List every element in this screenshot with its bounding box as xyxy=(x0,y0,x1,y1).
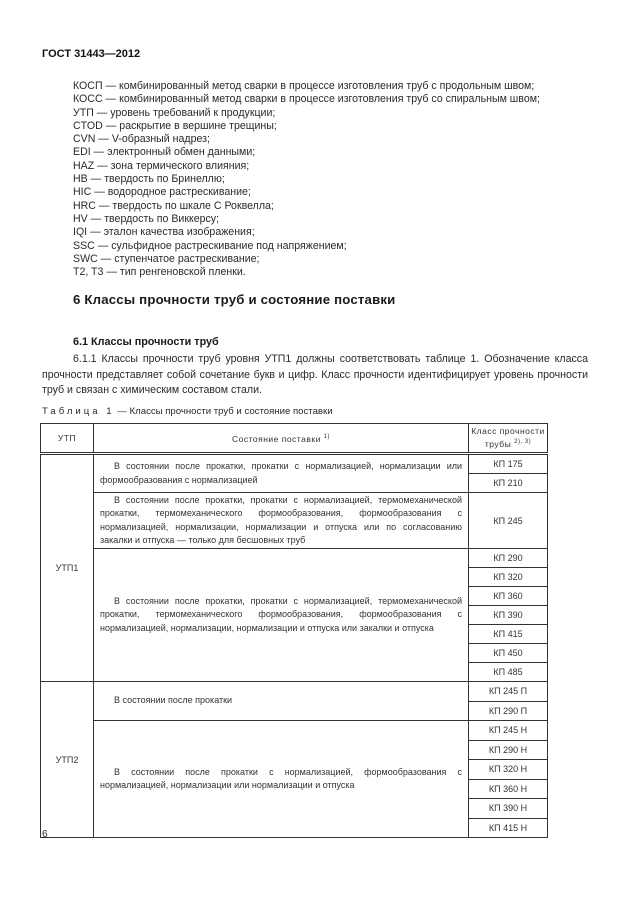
abbreviation-item: SWC — ступенчатое растрескивание; xyxy=(73,252,260,265)
abbreviation-item: КОСС — комбинированный метод сварки в процессе изготовления труб со спиральным швом; xyxy=(73,93,540,106)
strength-class: КП 450 xyxy=(469,644,548,663)
utp-level: УТП1 xyxy=(41,454,94,682)
strength-classes-table xyxy=(40,423,548,838)
strength-class: КП 290 Н xyxy=(469,740,548,760)
strength-class: КП 290 xyxy=(469,549,548,568)
abbreviation-item: EDI — электронный обмен данными; xyxy=(73,146,256,159)
abbreviation-item: HRC — твердость по шкале С Роквелла; xyxy=(73,199,274,212)
abbreviation-item: CTOD — раскрытие в вершине трещины; xyxy=(73,119,277,132)
abbreviation-item: SSC — сульфидное растрескивание под напряжением; xyxy=(73,239,347,252)
strength-class: КП 245 П xyxy=(469,682,548,702)
document-header: ГОСТ 31443—2012 xyxy=(42,48,141,60)
strength-class: КП 415 xyxy=(469,625,548,644)
table-row xyxy=(41,549,548,568)
strength-class: КП 320 xyxy=(469,568,548,587)
strength-class: КП 360 xyxy=(469,587,548,606)
strength-class: КП 485 xyxy=(469,663,548,682)
table-row xyxy=(41,493,548,549)
header-utp: УТП xyxy=(41,424,94,454)
abbreviation-item: HAZ — зона термического влияния; xyxy=(73,159,250,172)
table-caption-title: — Классы прочности труб и состояние поставки xyxy=(114,406,333,417)
strength-class: КП 415 Н xyxy=(469,818,548,838)
table-caption-label: Таблица 1 xyxy=(42,406,115,417)
abbreviation-item: HV — твердость по Виккерсу; xyxy=(73,212,220,225)
table-row xyxy=(41,721,548,741)
section-title: 6 Классы прочности труб и состояние поставки xyxy=(73,292,396,307)
delivery-state: В состоянии после прокатки с нормализацией, формообразования с нормализацией, нормализации или нормализации и отпуска xyxy=(94,721,469,838)
abbreviation-item: CVN — V-образный надрез; xyxy=(73,133,210,146)
table-row xyxy=(41,454,548,474)
strength-class: КП 175 xyxy=(469,454,548,474)
strength-class: КП 245 xyxy=(469,493,548,549)
header-state-text: Состояние поставки xyxy=(231,433,321,444)
footnote-ref: 2), 3) xyxy=(514,439,532,446)
header-class-text: Класс прочности трубы xyxy=(471,426,545,449)
paragraph: 6.1.1 Классы прочности труб уровня УТП1 должны соответствовать таблице 1. Обозначение класса прочности представляет собой сочетание букв и цифр. Класс прочности идентифицирует уровень прочности труб и связан с химическим составом стали. xyxy=(42,353,588,396)
strength-class: КП 390 xyxy=(469,606,548,625)
strength-class: КП 320 Н xyxy=(469,760,548,780)
abbreviation-item: T2, T3 — тип ренгеновской пленки. xyxy=(73,266,246,279)
footnote-ref: 1) xyxy=(323,433,331,440)
utp-level: УТП2 xyxy=(41,682,94,838)
delivery-state: В состоянии после прокатки xyxy=(94,682,469,721)
delivery-state: В состоянии после прокатки, прокатки с нормализацией, термомеханической прокатки, термомеханического формообразования, формообразования с нормализацией, нормализации, нормализации и отпуска или закалки и отпуска xyxy=(94,549,469,682)
page-number: 6 xyxy=(42,829,48,840)
strength-class: КП 360 Н xyxy=(469,779,548,799)
abbreviation-item: HB — твердость по Бринеллю; xyxy=(73,173,225,186)
header-state xyxy=(94,424,469,454)
table-caption xyxy=(42,406,333,417)
table-row xyxy=(41,682,548,702)
strength-class: КП 210 xyxy=(469,474,548,493)
delivery-state: В состоянии после прокатки, прокатки с нормализацией, термомеханической прокатки, термомеханического формообразования, формообразования с нормализацией, нормализации, нормализации и отпуска или по согласованию закалки и отпуска — только для бесшовных труб xyxy=(94,493,469,549)
strength-class: КП 290 П xyxy=(469,701,548,721)
abbreviation-item: HIC — водородное растрескивание; xyxy=(73,186,251,199)
strength-class: КП 390 Н xyxy=(469,799,548,819)
delivery-state: В состоянии после прокатки, прокатки с нормализацией, нормализации или формообразования с нормализацией xyxy=(94,454,469,493)
abbreviation-item: IQI — эталон качества изображения; xyxy=(73,226,255,239)
abbreviation-item: УТП — уровень требований к продукции; xyxy=(73,106,276,119)
abbreviation-item: КОСП — комбинированный метод сварки в процессе изготовления труб с продольным швом; xyxy=(73,80,535,92)
abbreviation-list xyxy=(73,80,540,279)
header-class xyxy=(469,424,548,454)
subsection-title: 6.1 Классы прочности труб xyxy=(73,336,219,348)
strength-class: КП 245 Н xyxy=(469,721,548,741)
